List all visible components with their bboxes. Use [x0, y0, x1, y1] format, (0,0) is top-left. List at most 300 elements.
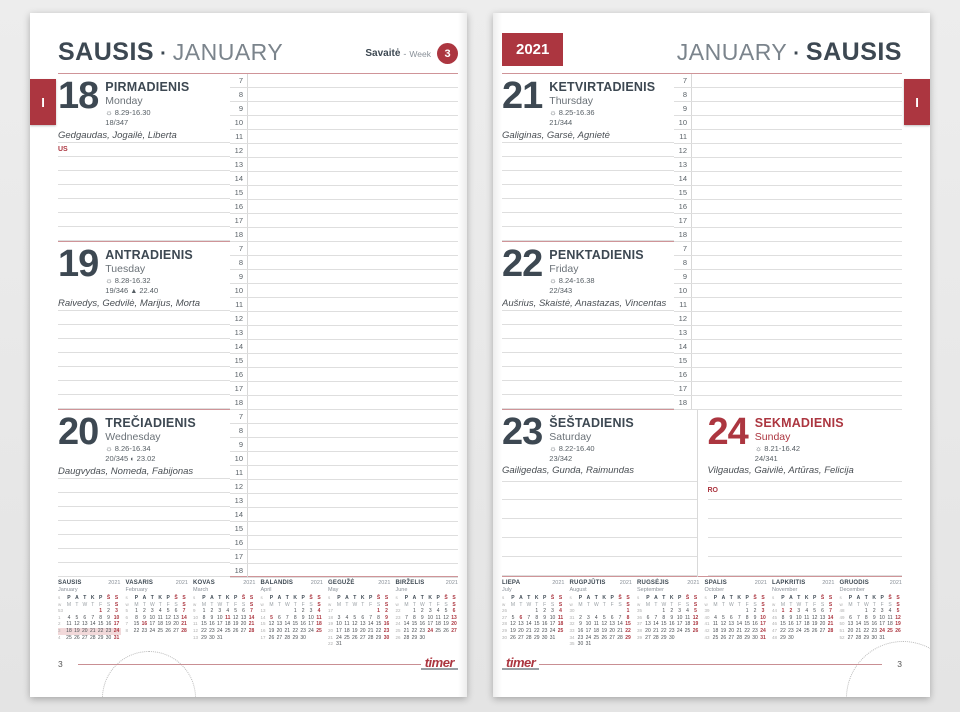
minical-date: 9: [789, 614, 793, 621]
minical-date: 23: [752, 627, 758, 634]
minical-week-row: [328, 615, 391, 622]
minical-date: [592, 608, 600, 615]
week-number: 43: [704, 634, 710, 640]
hour-row: [674, 186, 902, 200]
day-name-en: Monday: [105, 95, 143, 107]
minical-date: 7: [654, 614, 658, 621]
ruled-line: [58, 521, 230, 535]
weekday-letter: P: [134, 595, 139, 601]
minical-week-row: [772, 621, 835, 628]
ruled-lines: [502, 325, 674, 409]
minical-date: 19: [352, 627, 358, 634]
minical-date: 28: [181, 627, 187, 634]
minical-date: 5: [694, 608, 697, 615]
minical-date: [676, 635, 684, 642]
weekday-letter: S: [626, 601, 630, 608]
hour-row: [674, 312, 902, 326]
minical-date: 29: [201, 634, 207, 641]
minical-week-row: [193, 615, 256, 622]
minical-date: [692, 635, 700, 642]
minical-date: 30: [577, 641, 584, 648]
minical-date: 30: [668, 634, 675, 641]
minical-date: [359, 641, 367, 648]
mini-calendar-july: [502, 580, 565, 652]
weekday-letter: T: [527, 595, 531, 601]
hour-label: 13: [230, 158, 248, 171]
ruled-lines: [58, 157, 230, 241]
minical-date: 3: [428, 608, 432, 615]
minical-date: 27: [359, 634, 366, 641]
weekday-letter: S: [174, 601, 178, 608]
mini-calendar-month-lt: LAPKRITIS: [772, 580, 806, 586]
month-tab-label: I: [915, 94, 919, 110]
minical-date: 6: [174, 608, 178, 615]
minical-date: 15: [533, 621, 540, 628]
week-number: 22: [328, 641, 334, 647]
weekday-letter: A: [586, 595, 591, 601]
day-block-sunday-24: [697, 410, 903, 577]
hour-label: 15: [230, 354, 248, 367]
name-days: Daugvydas, Nomeda, Fabijonas: [58, 465, 230, 479]
mini-calendar-year: 2021: [445, 580, 458, 586]
minical-weekday-header: [502, 595, 565, 602]
week-number: 35: [569, 641, 575, 647]
week-number: 10: [193, 614, 199, 620]
minical-date: [644, 608, 652, 615]
weekday-letter: A: [721, 595, 726, 601]
minical-week-row: [261, 628, 324, 635]
minical-date: 24: [336, 634, 342, 641]
minical-date: 20: [451, 621, 457, 628]
minical-date: 1: [864, 608, 868, 615]
minical-date: 11: [557, 614, 564, 621]
weekday-letter: S: [309, 601, 313, 608]
minical-date: 19: [601, 627, 607, 634]
week-number: 46: [772, 621, 778, 627]
week-number: 37: [637, 621, 643, 627]
weekday-letter: F: [234, 601, 238, 608]
day-number: 21: [502, 75, 543, 117]
mini-calendar-march: [193, 580, 256, 652]
minical-date: 5: [813, 608, 817, 615]
minical-date: 28: [284, 634, 291, 641]
minical-date: 20: [276, 627, 283, 634]
hour-label: 11: [230, 466, 248, 479]
weekday-letter: S: [761, 601, 765, 608]
minical-date: 25: [224, 627, 231, 634]
minical-date: 25: [66, 634, 72, 641]
week-number: 7: [125, 621, 129, 627]
minical-date: 21: [827, 621, 834, 628]
minical-date: 22: [661, 627, 667, 634]
mini-calendar-month-lt: BALANDIS: [260, 580, 294, 586]
minical-week-row: [261, 615, 324, 622]
weekday-letter: F: [813, 601, 817, 608]
hour-row: [674, 242, 902, 256]
week-number: 9: [193, 608, 196, 614]
minical-date: 13: [609, 621, 615, 628]
sun-icon: ☼: [549, 108, 557, 117]
ruled-line: [502, 199, 674, 213]
weekday-letter: P: [67, 595, 71, 601]
ruled-line: [502, 353, 674, 367]
weekday-letter: F: [369, 601, 373, 608]
mini-calendar-title: [193, 580, 256, 586]
minical-date: 30: [300, 634, 306, 641]
week-number: 48: [839, 608, 845, 614]
week-number: 11: [193, 621, 198, 627]
hour-label: 13: [674, 158, 692, 171]
mini-calendar-year: 2021: [175, 580, 188, 586]
sunrise-sunset: ☼ 8.25-16.36: [549, 108, 595, 117]
weekend-block: [502, 409, 902, 577]
hour-row: [674, 256, 902, 270]
weekday-letter: S: [896, 595, 900, 601]
minical-date: 30: [383, 634, 390, 641]
minical-week-row: [637, 615, 700, 622]
minical-date: 4: [594, 614, 598, 621]
minical-date: 18: [157, 621, 163, 628]
mini-calendar-month-lt: LIEPA: [502, 580, 521, 586]
minical-week-row: [570, 628, 633, 635]
minical-date: 10: [549, 614, 556, 621]
hour-label: 12: [230, 144, 248, 157]
minical-date: 3: [309, 608, 313, 615]
week-column-header: s: [193, 595, 196, 600]
minical-date: [735, 608, 743, 615]
minical-date: [89, 608, 97, 615]
hour-label: 14: [674, 340, 692, 353]
hour-label: 18: [230, 396, 248, 409]
minical-date: 27: [728, 634, 735, 641]
ruled-line: [708, 500, 903, 519]
hour-row: [230, 536, 458, 550]
minical-date: 4: [559, 608, 562, 615]
minical-date: 5: [270, 614, 273, 621]
minical-date: 28: [89, 634, 96, 641]
minical-date: 23: [105, 627, 112, 634]
minical-date: 11: [684, 614, 691, 621]
week-number: 39: [704, 608, 710, 614]
minical-date: 10: [149, 614, 156, 621]
week-number-circle: 3: [437, 43, 458, 64]
minical-date: [65, 608, 73, 615]
minical-date: 25: [435, 627, 441, 634]
weekday-letter: K: [737, 595, 742, 601]
sun-icon: ☼: [105, 276, 113, 285]
weekday-letter: P: [578, 595, 583, 601]
minical-date: [343, 641, 351, 648]
weekday-letter: W: [796, 601, 802, 608]
minical-date: 24: [796, 627, 802, 634]
minical-date: 8: [781, 614, 785, 621]
mini-calendar-month-lt: GEGUŽĖ: [328, 580, 355, 586]
minical-date: 15: [133, 621, 140, 628]
weekday-letter: S: [685, 601, 690, 608]
minical-date: [608, 641, 616, 648]
minical-date: 25: [344, 634, 350, 641]
minical-date: 16: [871, 621, 877, 628]
ruled-line: [502, 213, 674, 227]
weekday-letter: Š: [174, 595, 178, 601]
minical-date: 1: [293, 608, 297, 615]
weekday-letter: S: [376, 601, 381, 608]
weekday-letter: K: [602, 595, 607, 601]
weekday-letter: T: [412, 601, 416, 608]
week-label-separator: -: [403, 48, 407, 59]
minical-date: 12: [352, 621, 358, 628]
minical-week-row: [193, 635, 256, 642]
mini-calendar-title: [705, 580, 768, 586]
minical-date: 19: [720, 627, 727, 634]
minical-date: 10: [217, 614, 223, 621]
weekday-letter: A: [142, 595, 147, 601]
weekday-letter: K: [360, 595, 365, 601]
minical-date: 6: [452, 608, 456, 615]
week-column-header: s: [502, 595, 505, 600]
mini-calendar-year: 2021: [889, 580, 902, 586]
weekday-letter: A: [789, 595, 793, 601]
minical-date: 22: [292, 627, 298, 634]
hour-row: [674, 102, 902, 116]
hour-row: [230, 452, 458, 466]
minical-weekday-header: [570, 602, 633, 609]
minical-date: [600, 641, 608, 648]
weekday-letter: S: [317, 601, 321, 608]
weekday-letter: T: [150, 595, 154, 601]
weekday-letter: M: [780, 601, 786, 608]
minical-date: [442, 635, 450, 642]
minical-date: 17: [760, 621, 766, 628]
minical-date: [854, 608, 862, 615]
minical-date: [616, 608, 624, 615]
weekday-letter: F: [436, 601, 440, 608]
minical-date: 12: [443, 614, 449, 621]
weekday-letter: T: [856, 601, 860, 608]
hour-label: 15: [230, 186, 248, 199]
minical-date: 29: [375, 634, 382, 641]
hour-row: [230, 550, 458, 564]
weekday-letter: P: [166, 595, 170, 601]
sun-icon: ☼: [105, 444, 113, 453]
weekday-letter: S: [114, 595, 119, 601]
minical-date: 14: [526, 621, 532, 628]
weekday-letter: A: [75, 595, 79, 601]
weekday-letter: T: [602, 601, 606, 608]
minical-date: 21: [284, 627, 291, 634]
minical-date: 5: [896, 608, 900, 615]
minical-date: 4: [805, 608, 809, 615]
hour-label: 18: [674, 396, 692, 409]
minical-date: 13: [276, 621, 283, 628]
minical-date: 1: [626, 608, 630, 615]
ruled-line: [58, 353, 230, 367]
mini-calendar-title: [840, 580, 903, 586]
hour-label: 12: [674, 144, 692, 157]
page-number: 3: [58, 659, 63, 669]
minical-date: 21: [367, 627, 374, 634]
minical-weekday-header: [840, 595, 903, 602]
minical-week-row: [772, 635, 835, 642]
minical-date: 5: [234, 608, 238, 615]
hour-row: [230, 312, 458, 326]
minical-date: 21: [736, 627, 742, 634]
minical-date: 28: [653, 634, 659, 641]
minical-weekday-header: [261, 602, 324, 609]
hour-row: [674, 116, 902, 130]
weekday-letter: W: [661, 601, 667, 608]
ruled-line: [502, 227, 674, 241]
weekday-letter: A: [519, 595, 523, 601]
ruled-line: [58, 199, 230, 213]
weekday-letter: T: [535, 601, 539, 608]
ruled-line: [502, 519, 697, 538]
minical-date: 15: [661, 621, 667, 628]
minical-date: 10: [113, 614, 120, 621]
week-number: 13: [260, 608, 266, 614]
minical-date: 18: [224, 621, 231, 628]
hour-label: 17: [674, 382, 692, 395]
minical-week-row: [570, 641, 633, 648]
weekday-letter: A: [412, 595, 417, 601]
hour-row: [674, 396, 902, 410]
minical-date: 10: [676, 614, 683, 621]
week-number: 24: [395, 621, 401, 627]
weekday-letter: P: [646, 595, 650, 601]
minical-date: 21: [89, 627, 96, 634]
week-column-header: w: [260, 601, 264, 607]
minical-date: 24: [217, 627, 223, 634]
minical-date: 6: [242, 608, 245, 615]
minical-week-row: [261, 635, 324, 642]
mini-calendar-june: [396, 580, 459, 652]
minical-date: 4: [345, 614, 349, 621]
name-days: Vilgaudas, Gaivilė, Artūras, Felicija: [708, 462, 903, 482]
hour-row: [674, 214, 902, 228]
weekday-letter: P: [677, 595, 682, 601]
minical-date: 6: [646, 614, 650, 621]
weekday-letter: P: [202, 595, 206, 601]
minical-date: 7: [618, 614, 622, 621]
minical-date: 29: [292, 634, 298, 641]
minical-date: 17: [308, 621, 314, 628]
minical-date: 14: [248, 614, 255, 621]
mini-calendar-may: [328, 580, 391, 652]
mini-calendar-october: [705, 580, 768, 652]
minical-date: 17: [549, 621, 556, 628]
minical-date: 7: [91, 614, 95, 621]
week-number: 17: [260, 634, 266, 640]
ruled-line: [502, 367, 674, 381]
week-number: 5: [125, 608, 129, 614]
week-number: 18: [328, 614, 334, 620]
minical-date: 31: [760, 634, 766, 641]
hour-label: 10: [674, 284, 692, 297]
month-name-en: JANUARY: [172, 39, 284, 65]
minical-date: 30: [105, 634, 112, 641]
hour-label: 13: [230, 326, 248, 339]
minical-date: 19: [232, 621, 239, 628]
minical-date: 26: [443, 627, 449, 634]
minical-week-row: [502, 615, 565, 622]
minical-date: 24: [760, 627, 766, 634]
minical-date: [577, 608, 585, 615]
minical-date: [367, 608, 375, 615]
minical-date: 16: [668, 621, 675, 628]
weekday-letter: S: [820, 601, 825, 608]
mini-calendar-month-en: August: [569, 587, 587, 593]
hour-row: [674, 74, 902, 88]
minical-week-row: [772, 608, 835, 615]
hour-label: 17: [230, 214, 248, 227]
minical-date: 27: [173, 627, 179, 634]
minical-date: 1: [135, 608, 138, 615]
weekday-letter: P: [436, 595, 440, 601]
minical-date: 23: [419, 627, 426, 634]
minical-date: 17: [676, 621, 683, 628]
day-block-thursday-21: [502, 73, 902, 241]
weekday-letter: T: [277, 601, 281, 608]
minical-date: 18: [435, 621, 441, 628]
minical-date: 17: [113, 621, 120, 628]
week-column-header: s: [704, 595, 707, 600]
minical-date: 28: [526, 634, 532, 641]
weekday-letter: P: [713, 595, 718, 601]
minical-date: 13: [82, 621, 88, 628]
hour-row: [230, 424, 458, 438]
hour-row: [230, 480, 458, 494]
minical-date: 15: [625, 621, 631, 628]
weekday-letter: W: [526, 601, 532, 608]
hour-row: [674, 200, 902, 214]
minical-date: 8: [202, 614, 206, 621]
weekday-letter: F: [678, 601, 682, 608]
ruled-lines: [502, 157, 674, 241]
hour-grid: [230, 410, 458, 577]
ruled-line: [708, 557, 903, 576]
minical-date: 17: [427, 621, 433, 628]
ruled-line: [708, 519, 903, 538]
week-column-header: s: [125, 595, 128, 600]
moon-icon: ▲: [130, 288, 138, 295]
minical-weekday-header: [126, 595, 189, 602]
weekday-letter: P: [269, 595, 274, 601]
minical-date: 5: [75, 614, 79, 621]
minical-date: 3: [115, 608, 118, 615]
hour-row: [230, 284, 458, 298]
weekday-letter: T: [293, 601, 297, 608]
minical-date: 6: [83, 614, 87, 621]
hour-label: 7: [674, 242, 692, 255]
minical-date: 18: [557, 621, 564, 628]
minical-week-row: [637, 621, 700, 628]
minical-date: [795, 635, 803, 642]
minical-date: 13: [847, 621, 854, 628]
minical-date: 17: [336, 627, 342, 634]
minical-date: 26: [510, 634, 516, 641]
ruled-line: [58, 563, 230, 577]
weekday-letter: F: [99, 601, 103, 608]
minical-date: 7: [405, 614, 408, 621]
week-number: 26: [502, 608, 508, 614]
minical-date: 24: [308, 627, 314, 634]
day-name-lt: ANTRADIENIS: [105, 248, 193, 262]
minical-date: 20: [819, 621, 826, 628]
minical-date: 29: [661, 634, 667, 641]
minical-week-row: [570, 621, 633, 628]
minical-date: [616, 641, 624, 648]
minical-date: 3: [551, 608, 554, 615]
